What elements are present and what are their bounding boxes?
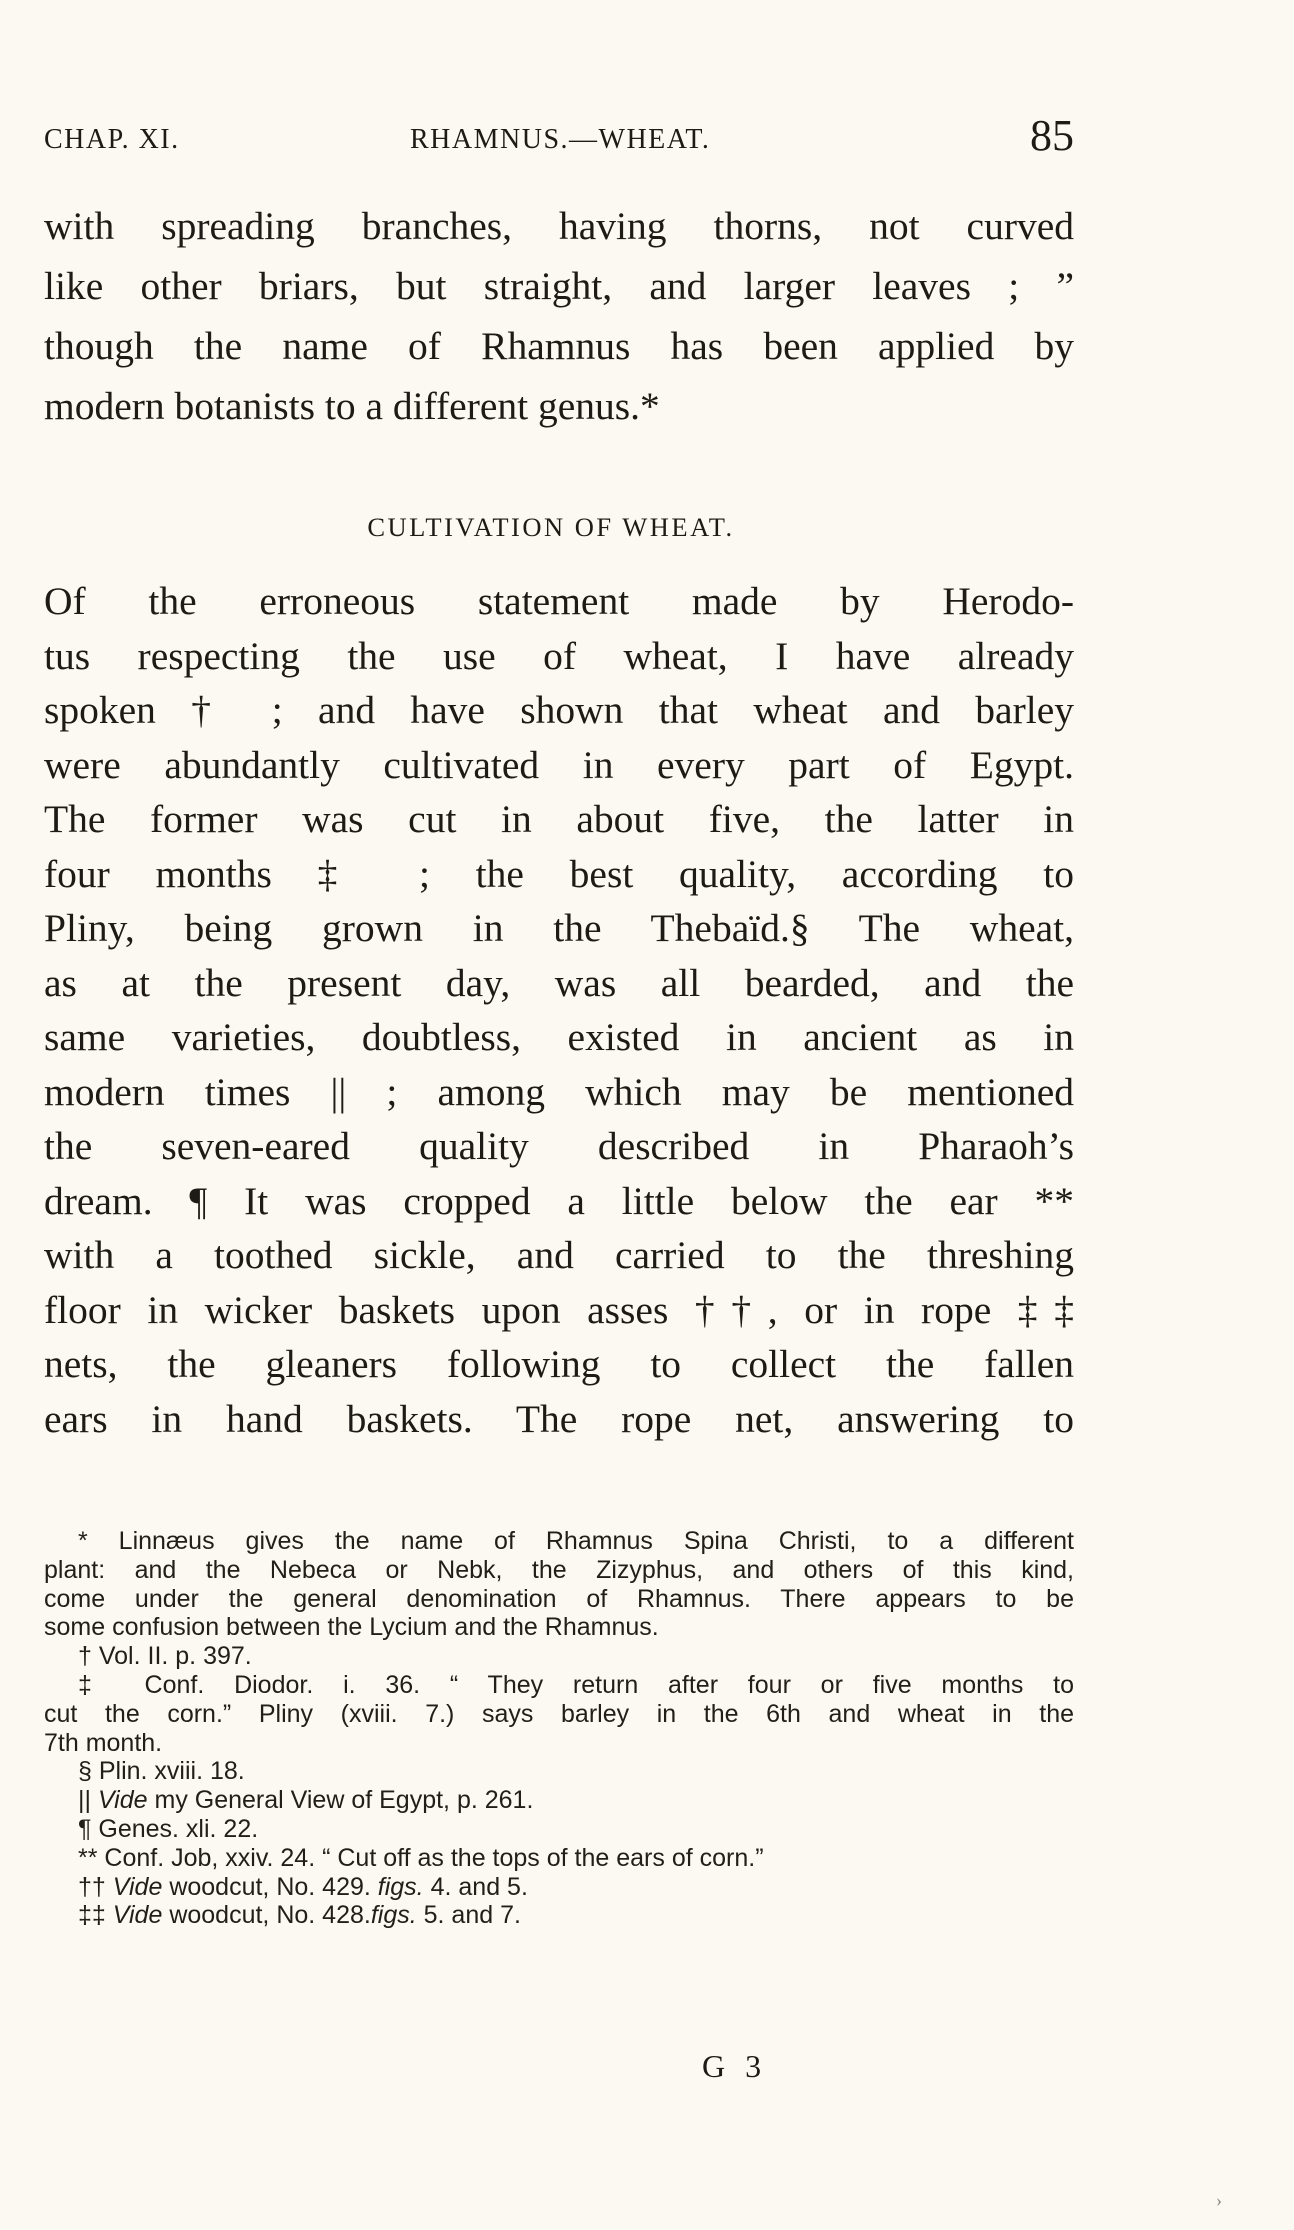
text-line: Pliny, being grown in the Thebaïd.§ The wheat, — [44, 906, 1074, 950]
text-line: though the name of Rhamnus has been applied by — [44, 324, 1074, 368]
running-header — [44, 110, 1074, 158]
footnote-mark: †† — [78, 1872, 106, 1901]
paragraph-continuation — [44, 196, 1074, 436]
footnote-mark: || — [78, 1786, 91, 1815]
page-number: 85 — [1030, 111, 1074, 160]
text-line: the seven-eared quality described in Pharaoh’s — [44, 1124, 1074, 1168]
paragraph-wheat — [44, 574, 1074, 1446]
footnote-double-dagger — [44, 1873, 1074, 1902]
footnote-double-ddagger — [44, 1901, 1074, 1930]
footnote-mark: ‡‡ — [78, 1901, 106, 1930]
footnote-vide: Vide — [112, 1872, 163, 1901]
footnote-text: my General View of Egypt, p. 261. — [154, 1786, 534, 1815]
footnote-section: § Plin. xviii. 18. — [78, 1757, 245, 1786]
footnote-dagger: † Vol. II. p. 397. — [78, 1642, 252, 1671]
text-line: like other briars, but straight, and larger leaves ; ” — [44, 264, 1074, 308]
footnote-line: plant: and the Nebeca or Nebk, the Zizyphus, and others of this kind, — [44, 1555, 1074, 1584]
text-line: dream. ¶ It was cropped a little below the ear ** — [44, 1178, 1074, 1223]
text-line: modern botanists to a different genus.* — [44, 384, 660, 428]
footnote-text: woodcut, No. 429. — [169, 1872, 371, 1901]
text-line: ears in hand baskets. The rope net, answering to — [44, 1396, 1074, 1441]
text-line: tus respecting the use of wheat, I have already — [44, 633, 1074, 678]
footnote-line: * Linnæus gives the name of Rhamnus Spina Christi, to a different — [78, 1527, 1074, 1555]
text-line: as at the present day, was all bearded, and the — [44, 960, 1074, 1005]
text-line: Of the erroneous statement made by Herodo- — [44, 579, 1074, 623]
running-title: RHAMNUS.—WHEAT. — [410, 124, 711, 155]
footnote-figs: figs. — [370, 1901, 417, 1930]
footnote-line: ‡ Conf. Diodor. i. 36. “ They return after four or five months to — [78, 1670, 1074, 1699]
paper-speck: › — [1216, 2190, 1222, 2210]
footnote-pilcrow: ¶ Genes. xli. 22. — [78, 1814, 259, 1843]
footnote-figs: figs. — [377, 1872, 424, 1901]
footnote-double-star: ** Conf. Job, xxiv. 24. “ Cut off as the tops of the ears of corn.” — [78, 1843, 764, 1872]
footnote-text: woodcut, No. 428. — [169, 1901, 371, 1930]
text-line: with spreading branches, having thorns, not curved — [44, 204, 1074, 248]
footnote-vide: Vide — [112, 1901, 163, 1930]
footnote-line: cut the corn.” Pliny (xviii. 7.) says barley in the 6th and wheat in the — [44, 1699, 1074, 1728]
footnote-vide: Vide — [97, 1786, 148, 1815]
footnote-text: 4. and 5. — [430, 1872, 528, 1901]
text-line: nets, the gleaners following to collect the fallen — [44, 1342, 1074, 1386]
chapter-label: CHAP. XI. — [44, 124, 180, 155]
footnotes — [44, 1527, 1074, 1930]
section-heading: CULTIVATION OF WHEAT. — [367, 512, 735, 542]
footnote-text: 5. and 7. — [423, 1901, 521, 1930]
footnote-parallel — [44, 1786, 1074, 1815]
text-line: were abundantly cultivated in every part of Egypt. — [44, 742, 1074, 787]
text-line: same varieties, doubtless, existed in ancient as in — [44, 1015, 1074, 1059]
signature-mark: G 3 — [702, 2048, 768, 2084]
text-line: floor in wicker baskets upon asses ††, or in rope ‡‡ — [44, 1287, 1074, 1332]
text-line: spoken † ; and have shown that wheat and barley — [44, 688, 1074, 732]
text-line: four months ‡ ; the best quality, according to — [44, 851, 1074, 896]
footnote-line: 7th month. — [44, 1728, 163, 1757]
text-line: modern times || ; among which may be mentioned — [44, 1069, 1074, 1114]
text-line: with a toothed sickle, and carried to the threshing — [44, 1233, 1074, 1277]
footnote-line: come under the general denomination of Rhamnus. There appears to be — [44, 1584, 1074, 1613]
footnote-line: some confusion between the Lycium and the Rhamnus. — [44, 1613, 659, 1642]
text-line: The former was cut in about five, the latter in — [44, 797, 1074, 841]
